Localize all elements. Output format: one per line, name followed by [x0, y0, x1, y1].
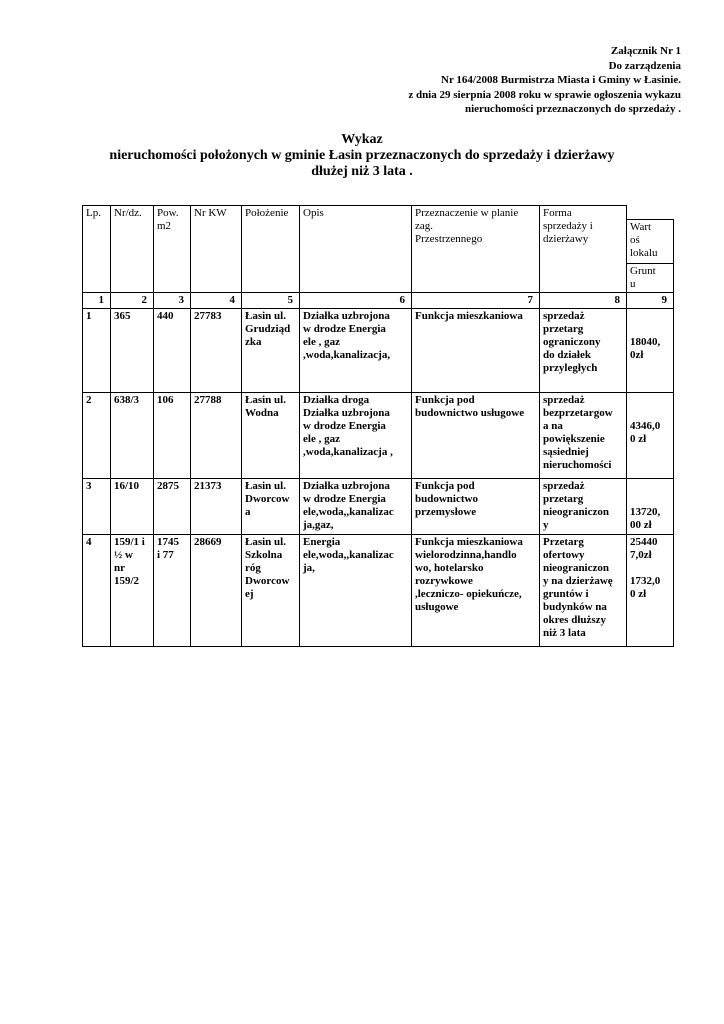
cell-przeznaczenie: Funkcja mieszkaniowa wielorodzinna,handlo wo, hotelarsko rozrywkowe ,leczniczo- opiekuńcze, usługowe	[412, 535, 540, 647]
title-line-1: Wykaz	[341, 132, 383, 147]
cell-przeznaczenie: Funkcja mieszkaniowa	[412, 309, 540, 393]
column-number: 7	[412, 293, 540, 309]
cell-forma: sprzedaż bezprzetargow a na powiększenie sąsiedniej nieruchomości	[540, 393, 627, 479]
column-number: 4	[191, 293, 242, 309]
cell-forma: sprzedaż przetarg ograniczony do działek przyległych	[540, 309, 627, 393]
cell-forma: Przetarg ofertowy nieograniczon y na dzierżawę gruntów i budynków na okres dłuższy niż 3 lata	[540, 535, 627, 647]
cell-przeznaczenie: Funkcja pod budownictwo usługowe	[412, 393, 540, 479]
cell-nr-kw: 21373	[191, 479, 242, 535]
attachment-note	[408, 44, 681, 117]
cell-lp: 2	[83, 393, 111, 479]
title-line-3: dłużej niż 3 lata .	[311, 164, 413, 179]
table-row	[83, 535, 674, 647]
cell-nr-kw: 27783	[191, 309, 242, 393]
title-line-2: nieruchomości położonych w gminie Łasin przeznaczonych do sprzedaży i dzierżawy	[109, 148, 615, 163]
header-forma: Forma sprzedaży i dzierżawy	[540, 206, 627, 293]
header-pow: Pow. m2	[154, 206, 191, 293]
cell-polozenie: Łasin ul. Dworcow a	[242, 479, 300, 535]
cell-opis: Działka uzbrojona w drodze Energia ele , gaz ,woda,kanalizacja,	[300, 309, 412, 393]
cell-lp: 1	[83, 309, 111, 393]
document-title	[0, 132, 724, 180]
cell-przeznaczenie: Funkcja pod budownictwo przemysłowe	[412, 479, 540, 535]
header-nr-dz: Nr/dz.	[111, 206, 154, 293]
cell-nr-dz: 638/3	[111, 393, 154, 479]
cell-nr-dz: 159/1 i ½ w nr 159/2	[111, 535, 154, 647]
column-number: 1	[83, 293, 111, 309]
cell-nr-kw: 28669	[191, 535, 242, 647]
ordinance-subject: nieruchomości przeznaczonych do sprzedaży .	[465, 103, 681, 115]
cell-polozenie: Łasin ul. Grudziąd zka	[242, 309, 300, 393]
cell-opis: Energia ele,woda,,kanalizac ja,	[300, 535, 412, 647]
cell-lp: 3	[83, 479, 111, 535]
cell-polozenie: Łasin ul. Wodna	[242, 393, 300, 479]
cell-pow: 1745 i 77	[154, 535, 191, 647]
cell-forma: sprzedaż przetarg nieograniczon y	[540, 479, 627, 535]
cell-pow: 106	[154, 393, 191, 479]
cell-opis: Działka droga Działka uzbrojona w drodze Energia ele , gaz ,woda,kanalizacja ,	[300, 393, 412, 479]
column-number: 6	[300, 293, 412, 309]
cell-pow: 2875	[154, 479, 191, 535]
header-lp: Lp.	[83, 206, 111, 293]
column-number: 9	[627, 293, 674, 309]
header-nr-kw: Nr KW	[191, 206, 242, 293]
cell-nr-kw: 27788	[191, 393, 242, 479]
cell-nr-dz: 365	[111, 309, 154, 393]
cell-wartosc: 18040, 0zł	[627, 309, 674, 393]
table-row	[83, 309, 674, 393]
header-corner-spacer	[627, 206, 674, 220]
cell-wartosc: 4346,0 0 zł	[627, 393, 674, 479]
column-number: 2	[111, 293, 154, 309]
header-wartosc-lokalu: Wart oś lokalu	[627, 220, 674, 264]
column-number-row	[83, 293, 674, 309]
cell-wartosc: 13720, 00 zł	[627, 479, 674, 535]
cell-lp: 4	[83, 535, 111, 647]
cell-polozenie: Łasin ul. Szkolna róg Dworcow ej	[242, 535, 300, 647]
column-number: 8	[540, 293, 627, 309]
attachment-number: Załącznik Nr 1	[610, 45, 681, 57]
cell-wartosc: 25440 7,0zł 1732,0 0 zł	[627, 535, 674, 647]
header-polozenie: Położenie	[242, 206, 300, 293]
header-opis: Opis	[300, 206, 412, 293]
column-number: 3	[154, 293, 191, 309]
cell-nr-dz: 16/10	[111, 479, 154, 535]
table-row	[83, 393, 674, 479]
attachment-reference: Do zarządzenia	[608, 59, 681, 72]
column-number: 5	[242, 293, 300, 309]
cell-opis: Działka uzbrojona w drodze Energia ele,woda,,kanalizac ja,gaz,	[300, 479, 412, 535]
header-row	[83, 206, 674, 220]
ordinance-date: z dnia 29 sierpnia 2008 roku w sprawie ogłoszenia wykazu	[408, 88, 681, 101]
property-table	[82, 205, 674, 647]
cell-pow: 440	[154, 309, 191, 393]
ordinance-number: Nr 164/2008 Burmistrza Miasta i Gminy w Łasinie.	[441, 74, 681, 86]
header-przeznaczenie: Przeznaczenie w planie zag. Przestrzennego	[412, 206, 540, 293]
header-grunt: Grunt u	[627, 264, 674, 293]
table-row	[83, 479, 674, 535]
